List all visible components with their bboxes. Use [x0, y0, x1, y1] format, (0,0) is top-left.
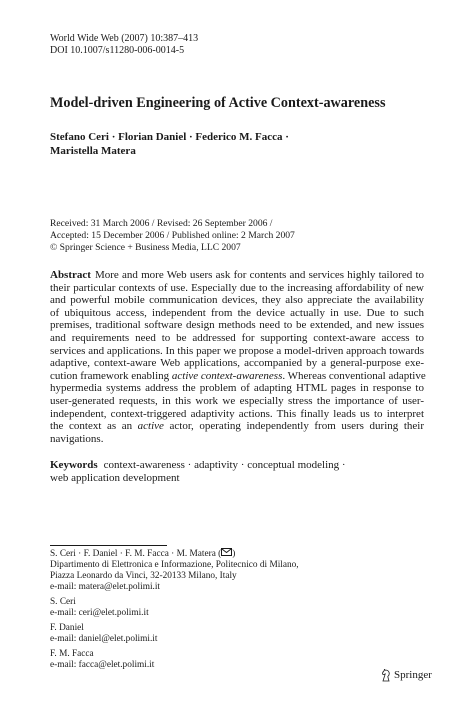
abstract-line: and powerful mobile communication devices, they also appreciate the availability — [50, 294, 424, 307]
publisher-mark — [381, 669, 432, 682]
contact-email: e-mail: facca@elet.polimi.it — [50, 660, 155, 670]
abstract-line: adaptive, context-aware Web applications, accompanied by a general-purpose exe- — [50, 357, 424, 370]
emphasis: active context-awareness — [171, 369, 283, 382]
abstract — [50, 269, 424, 445]
footnotes — [50, 548, 299, 675]
author-contact-ceri — [50, 597, 299, 619]
contact-name: F. Daniel — [50, 623, 84, 633]
affiliation-block — [50, 548, 299, 593]
abstract-line: premises, traditional software design methods need to be extended, and new issues — [50, 319, 424, 332]
abstract-line: the context as an active actor, operating independently from users during their — [50, 420, 424, 433]
abstract-line: cution framework enabling active context-awareness. Whereas conventional adaptive — [50, 369, 426, 382]
contact-name: S. Ceri — [50, 597, 76, 607]
email-matera: e-mail: matera@elet.polimi.it — [50, 582, 161, 592]
affiliation-line-1: Dipartimento di Elettronica e Informazione, Politecnico di Milano, — [50, 560, 299, 570]
abstract-line: Abstract More and more Web users ask for contents and services highly tailored to — [50, 269, 424, 281]
authors-line-1: Stefano Ceri · Florian Daniel · Federico M. Facca · — [50, 131, 289, 143]
keywords — [50, 459, 424, 484]
authors-line-2: Maristella Matera — [50, 144, 136, 157]
contact-email: e-mail: ceri@elet.polimi.it — [50, 608, 149, 618]
abstract-line: and requirements need to be addressed for supporting context-aware access to — [50, 331, 424, 344]
publication-history — [50, 218, 295, 254]
copyright: © Springer Science + Business Media, LLC 2007 — [50, 242, 241, 253]
journal-info — [50, 33, 198, 57]
footnote-rule — [50, 545, 167, 546]
abstract-line: hypermedia systems address the problem of adapting HTML pages in response to — [50, 382, 424, 395]
journal-citation: World Wide Web (2007) 10:387–413 — [50, 33, 199, 44]
abstract-line: services and applications. In this paper we propose a model-driven approach towards — [50, 344, 424, 357]
keywords-label: Keywords — [50, 459, 98, 471]
doi: DOI 10.1007/s11280-006-0014-5 — [50, 45, 185, 56]
publisher-name: Springer — [394, 669, 432, 681]
abstract-line: of ubiquitous access, independent from the device actually in use. Due to such — [50, 306, 424, 319]
contact-name: F. M. Facca — [50, 649, 94, 659]
abstract-line: navigations. — [50, 432, 104, 445]
history-line-1: Received: 31 March 2006 / Revised: 26 September 2006 / — [50, 218, 273, 229]
contact-email: e-mail: daniel@elet.polimi.it — [50, 634, 158, 644]
author-contact-daniel — [50, 623, 299, 645]
abstract-label: Abstract — [50, 269, 91, 281]
springer-chess-knight-icon — [381, 669, 391, 682]
author-contact-facca — [50, 649, 299, 671]
abstract-line: independent, context-triggered adaptivity actions. This finally leads us to interpret — [50, 407, 424, 420]
keywords-line-1: Keywords context-awareness · adaptivity · conceptual modeling · — [50, 459, 346, 471]
history-line-2: Accepted: 15 December 2006 / Published online: 2 March 2007 — [50, 230, 295, 241]
abstract-line: user-generated requests, in this work we especially stress the importance of user- — [50, 394, 424, 407]
affiliation-line-2: Piazza Leonardo da Vinci, 32-20133 Milano, Italy — [50, 571, 237, 581]
footnote-authors: S. Ceri · F. Daniel · F. M. Facca · M. Matera ( ) — [50, 549, 236, 559]
emphasis: active — [137, 420, 164, 433]
envelope-icon — [221, 548, 232, 556]
abstract-line: their particular contexts of use. Especially due to the increasing affordability of new — [50, 281, 424, 294]
keywords-line-2: web application development — [50, 471, 180, 484]
author-list — [50, 131, 289, 158]
paper-title: Model-driven Engineering of Active Context-awareness — [50, 95, 386, 111]
